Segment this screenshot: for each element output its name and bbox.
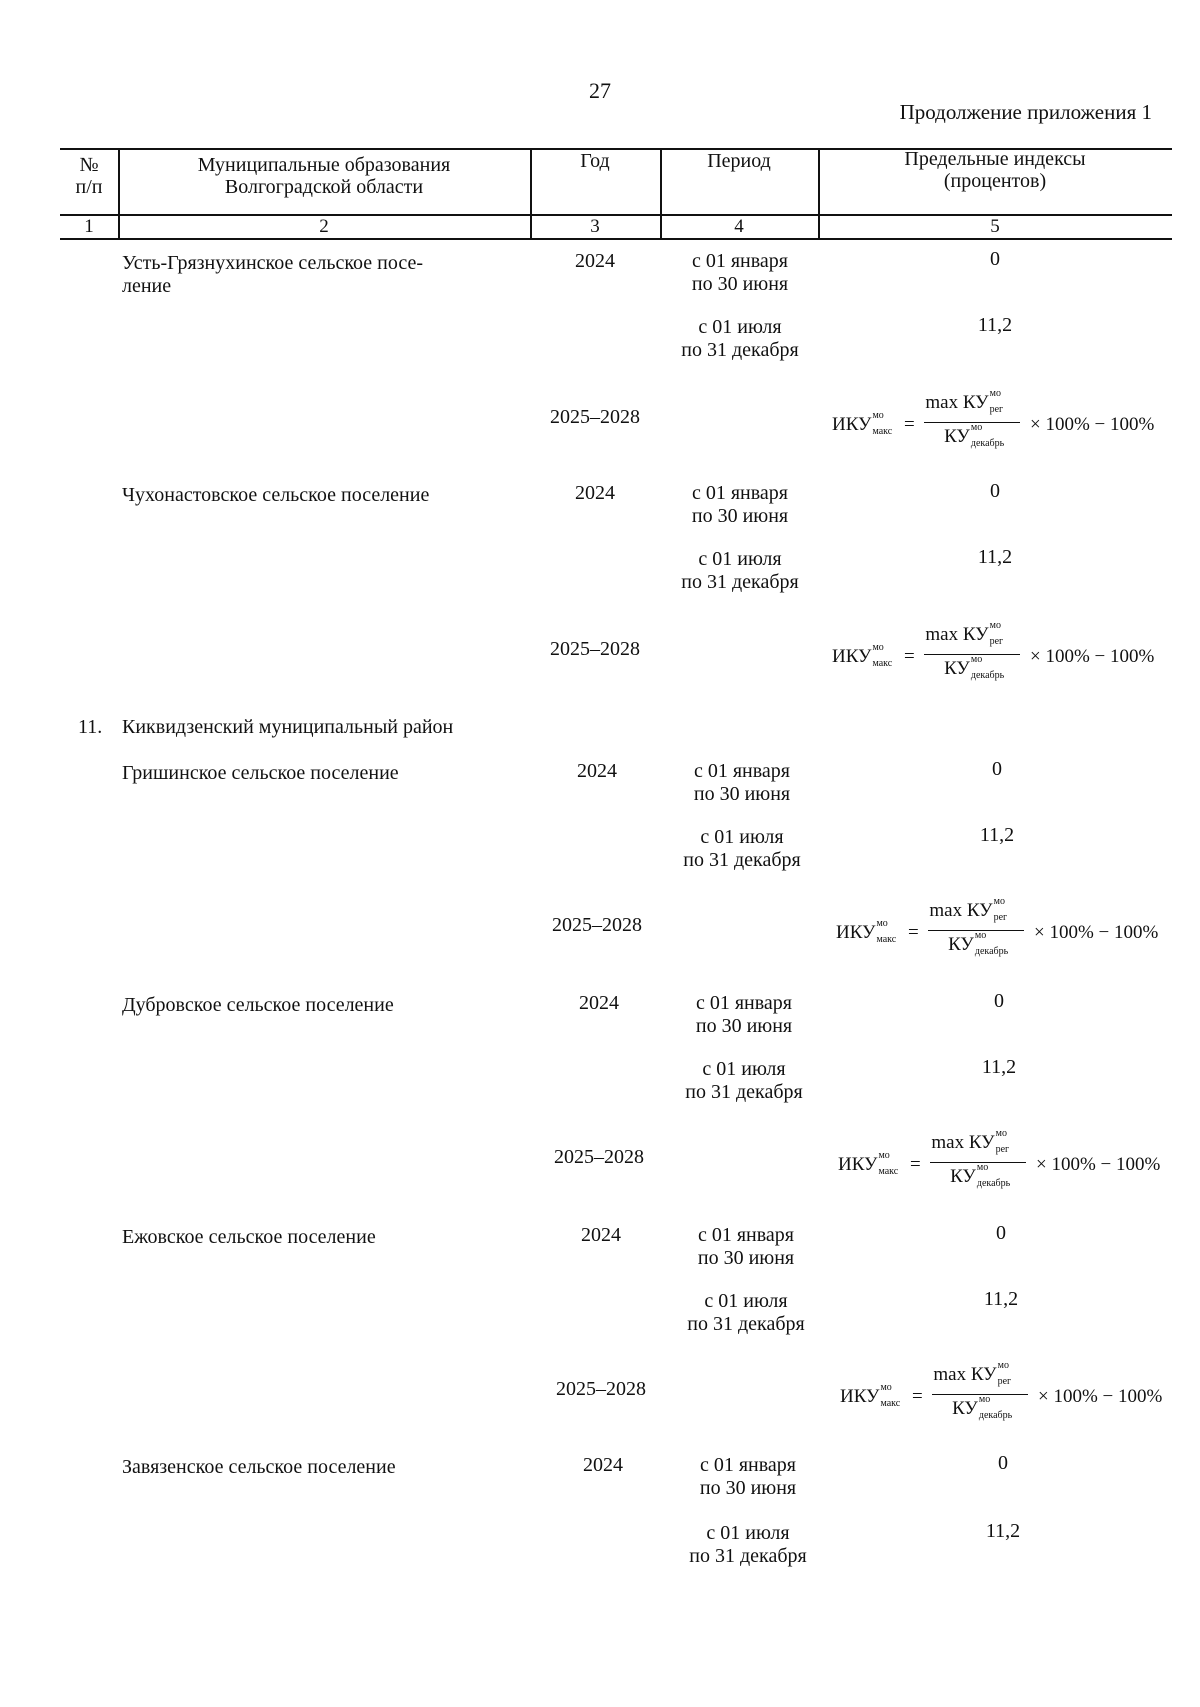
years-range: 2025–2028 [552, 914, 642, 936]
formula-rhs: × 100% − 100% [1034, 922, 1159, 943]
year: 2024 [575, 250, 615, 272]
period: с 01 июля по 31 декабря [681, 316, 799, 361]
index-formula [838, 1128, 1178, 1202]
formula-lhs [838, 1150, 907, 1177]
column-number: 4 [734, 216, 744, 237]
period: с 01 июля по 31 декабря [685, 1058, 803, 1103]
formula-denominator-symbol: КУ [948, 934, 974, 955]
formula-lhs [832, 410, 901, 437]
formula-denominator-superscript: мо [970, 654, 983, 665]
header-period: Период [707, 150, 771, 172]
formula-numerator-superscript: мо [995, 1128, 1007, 1139]
formula-lhs-symbol: ИКУ [838, 1154, 878, 1175]
settlement-name: Завязенское сельское поселение [122, 1456, 396, 1478]
formula-numerator-symbol: max КУ [925, 392, 989, 413]
index-value: 11,2 [981, 1056, 1017, 1078]
formula-denominator-subscript: декабрь [970, 438, 1005, 449]
index-value: 11,2 [977, 314, 1013, 336]
header-num: № п/п [75, 154, 103, 198]
formula-denominator-subscript: декабрь [974, 946, 1009, 957]
formula-lhs-subscript: макс [880, 1398, 901, 1409]
formula-lhs-subscript: макс [872, 658, 893, 669]
formula-denominator-superscript: мо [976, 1162, 989, 1173]
header-year: Год [580, 150, 610, 172]
formula-denominator-scripts [970, 654, 1005, 681]
index-value: 11,2 [983, 1288, 1019, 1310]
column-number: 3 [590, 216, 600, 237]
period: с 01 июля по 31 декабря [681, 548, 799, 593]
settlement-name: Усть-Грязнухинское сельское посе- ление [122, 252, 424, 297]
year: 2024 [581, 1224, 621, 1246]
settlement-name: Гришинское сельское поселение [122, 762, 399, 784]
year: 2024 [575, 482, 615, 504]
formula-lhs-superscript: мо [878, 1150, 890, 1161]
index-formula [836, 896, 1176, 970]
header-municipality: Муниципальные образования Волгоградской области [197, 154, 451, 198]
formula-numerator-subscript: рег [989, 636, 1004, 647]
formula-numerator-scripts [997, 1360, 1027, 1387]
settlement-name: Ежовское сельское поселение [122, 1226, 376, 1248]
header-bottom-rule [60, 238, 1172, 240]
formula-numerator-superscript: мо [993, 896, 1005, 907]
formula-numerator-subscript: рег [993, 912, 1008, 923]
formula-numerator-symbol: max КУ [925, 624, 989, 645]
formula-numerator-superscript: мо [997, 1360, 1009, 1371]
formula-lhs-superscript: мо [876, 918, 888, 929]
formula-lhs-subscript: макс [876, 934, 897, 945]
page-number: 27 [589, 78, 611, 103]
years-range: 2025–2028 [556, 1378, 646, 1400]
year: 2024 [579, 992, 619, 1014]
formula-rhs: × 100% − 100% [1038, 1386, 1163, 1407]
formula-numerator-subscript: рег [989, 404, 1004, 415]
formula-denominator-scripts [978, 1394, 1013, 1421]
formula-denominator-scripts [974, 930, 1009, 957]
column-number: 5 [990, 216, 1000, 237]
index-value: 0 [996, 1222, 1006, 1244]
formula-numerator-scripts [993, 896, 1023, 923]
formula-equals: = [908, 922, 919, 943]
formula-lhs [840, 1382, 909, 1409]
formula-lhs-subscript: макс [878, 1166, 899, 1177]
formula-numerator-symbol: max КУ [931, 1132, 995, 1153]
section-number: 11. [78, 716, 103, 738]
formula-equals: = [910, 1154, 921, 1175]
formula-denominator-subscript: декабрь [976, 1178, 1011, 1189]
formula-equals: = [904, 414, 915, 435]
index-value: 0 [992, 758, 1002, 780]
formula-denominator-subscript: декабрь [970, 670, 1005, 681]
formula-denominator-scripts [976, 1162, 1011, 1189]
formula-denominator-subscript: декабрь [978, 1410, 1013, 1421]
formula-numerator-symbol: max КУ [929, 900, 993, 921]
formula-denominator [926, 930, 1026, 957]
formula-numerator [930, 1360, 1030, 1387]
index-value: 11,2 [979, 824, 1015, 846]
period: с 01 января по 30 июня [693, 760, 791, 805]
formula-numerator-subscript: рег [995, 1144, 1010, 1155]
formula-numerator [922, 388, 1022, 415]
formula-lhs-superscript: мо [872, 642, 884, 653]
formula-lhs-symbol: ИКУ [832, 414, 872, 435]
formula-denominator-superscript: мо [974, 930, 987, 941]
formula-lhs-scripts [879, 1382, 909, 1409]
formula-lhs-symbol: ИКУ [840, 1386, 880, 1407]
period: с 01 января по 30 июня [691, 482, 789, 527]
formula-denominator-scripts [970, 422, 1005, 449]
formula-lhs [832, 642, 901, 669]
year: 2024 [583, 1454, 623, 1476]
index-value: 0 [990, 480, 1000, 502]
column-number: 1 [84, 216, 94, 237]
index-value: 0 [998, 1452, 1008, 1474]
years-range: 2025–2028 [554, 1146, 644, 1168]
formula-lhs-scripts [875, 918, 905, 945]
index-formula [832, 388, 1172, 462]
formula-lhs-symbol: ИКУ [832, 646, 872, 667]
index-formula [840, 1360, 1180, 1434]
formula-denominator-symbol: КУ [952, 1398, 978, 1419]
period: с 01 января по 30 июня [691, 250, 789, 295]
index-value: 11,2 [977, 546, 1013, 568]
years-range: 2025–2028 [550, 638, 640, 660]
formula-numerator-scripts [989, 620, 1019, 647]
formula-denominator [922, 654, 1022, 681]
years-range: 2025–2028 [550, 406, 640, 428]
index-value: 11,2 [985, 1520, 1021, 1542]
formula-numerator-scripts [989, 388, 1019, 415]
formula-lhs-superscript: мо [872, 410, 884, 421]
formula-lhs-superscript: мо [880, 1382, 892, 1393]
formula-numerator-subscript: рег [997, 1376, 1012, 1387]
formula-equals: = [912, 1386, 923, 1407]
formula-denominator-symbol: КУ [944, 658, 970, 679]
period: с 01 июля по 31 декабря [689, 1522, 807, 1567]
formula-denominator [928, 1162, 1028, 1189]
settlement-name: Дубровское сельское поселение [122, 994, 394, 1016]
formula-denominator-symbol: КУ [950, 1166, 976, 1187]
formula-denominator [930, 1394, 1030, 1421]
period: с 01 января по 30 июня [697, 1224, 795, 1269]
formula-lhs [836, 918, 905, 945]
period: с 01 июля по 31 декабря [683, 826, 801, 871]
index-value: 0 [990, 248, 1000, 270]
formula-rhs: × 100% − 100% [1030, 414, 1155, 435]
formula-denominator-superscript: мо [978, 1394, 991, 1405]
formula-numerator-superscript: мо [989, 388, 1001, 399]
period: с 01 июля по 31 декабря [687, 1290, 805, 1335]
column-number: 2 [319, 216, 329, 237]
formula-rhs: × 100% − 100% [1030, 646, 1155, 667]
formula-lhs-scripts [871, 642, 901, 669]
formula-rhs: × 100% − 100% [1036, 1154, 1161, 1175]
continuation-label: Продолжение приложения 1 [899, 100, 1152, 124]
formula-equals: = [904, 646, 915, 667]
period: с 01 января по 30 июня [699, 1454, 797, 1499]
formula-numerator-superscript: мо [989, 620, 1001, 631]
header-limits: Предельные индексы (процентов) [904, 148, 1086, 192]
formula-lhs-scripts [877, 1150, 907, 1177]
formula-numerator [922, 620, 1022, 647]
formula-denominator [922, 422, 1022, 449]
formula-numerator-scripts [995, 1128, 1025, 1155]
index-formula [832, 620, 1172, 694]
formula-lhs-symbol: ИКУ [836, 922, 876, 943]
settlement-name: Чухонастовское сельское поселение [122, 484, 430, 506]
year: 2024 [577, 760, 617, 782]
formula-numerator [928, 1128, 1028, 1155]
period: с 01 января по 30 июня [695, 992, 793, 1037]
formula-denominator-symbol: КУ [944, 426, 970, 447]
section-title: Киквидзенский муниципальный район [122, 716, 454, 738]
formula-lhs-subscript: макс [872, 426, 893, 437]
formula-denominator-superscript: мо [970, 422, 983, 433]
formula-lhs-scripts [871, 410, 901, 437]
formula-numerator [926, 896, 1026, 923]
index-value: 0 [994, 990, 1004, 1012]
formula-numerator-symbol: max КУ [933, 1364, 997, 1385]
